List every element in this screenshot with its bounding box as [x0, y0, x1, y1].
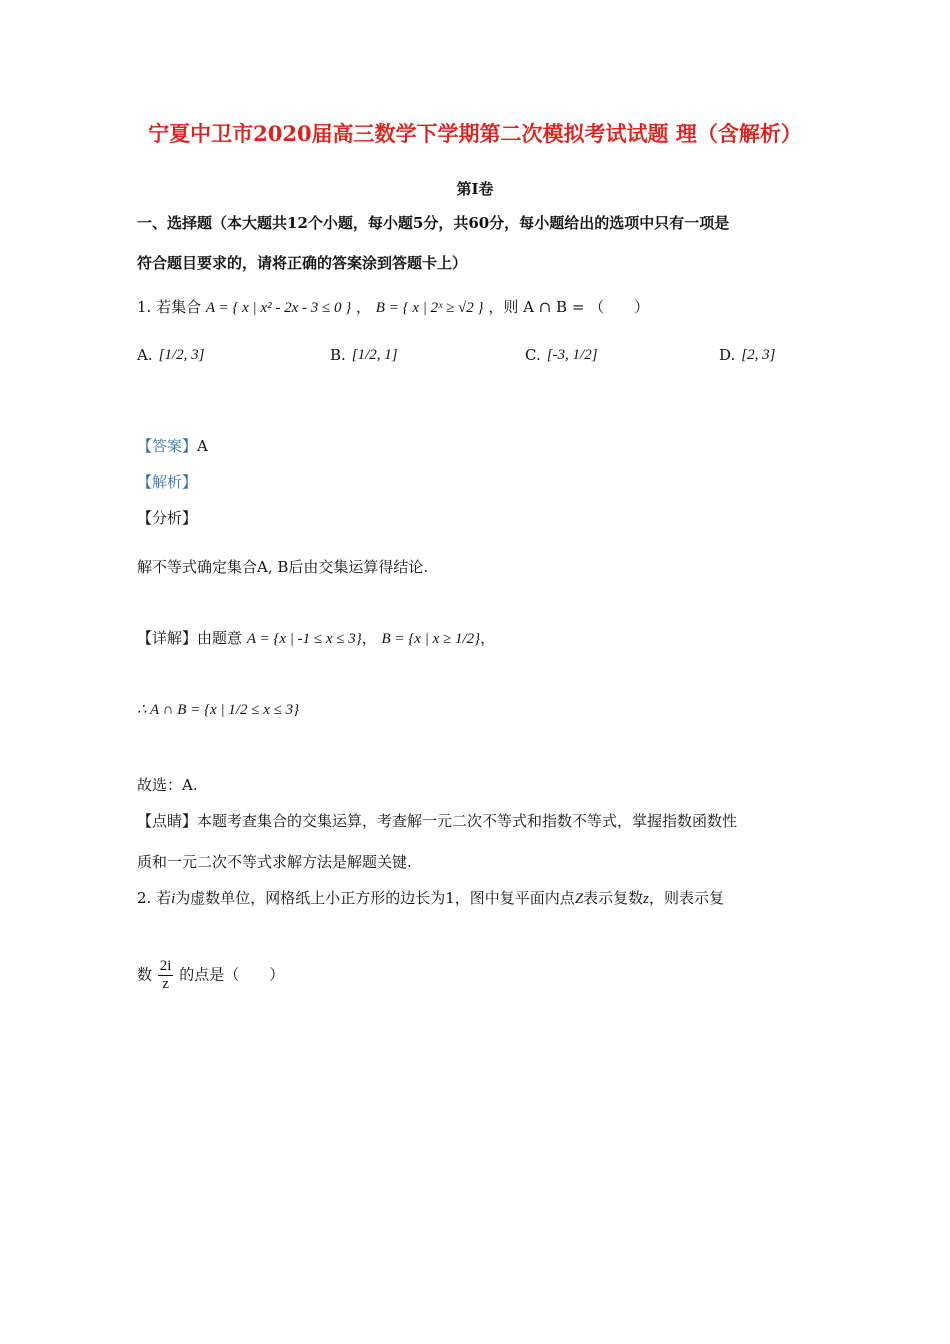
therefore-line: ∴ A ∩ B = {x | 1/2 ≤ x ≤ 3} [137, 702, 300, 718]
option-c [525, 346, 598, 364]
question-1-prefix: 1. 若集合 [137, 298, 202, 316]
fenxi-tag: 【分析】 [137, 509, 198, 527]
option-c-letter: C. [525, 346, 541, 364]
comment-text-1: 本题考查集合的交集运算，考查解一元二次不等式和指数不等式，掌握指数函数性 [197, 812, 738, 830]
answer-value: A [197, 437, 208, 455]
section-heading-line-2: 符合题目要求的，请将正确的答案涂到答题卡上） [137, 254, 468, 272]
question-2-line-2 [137, 958, 284, 993]
q2-text-e: 数 [137, 965, 153, 984]
detail-tag: 【详解】 [137, 629, 198, 647]
question-2-line-1 [137, 887, 724, 908]
q2-text-a: 2. 若 [137, 889, 172, 907]
option-a-letter: A. [137, 346, 153, 364]
point-z-symbol: Z [574, 891, 584, 907]
comment-line-2: 质和一元二次不等式求解方法是解题关键. [137, 853, 412, 871]
section-heading-line-1: 一、选择题（本大题共12个小题，每小题5分，共60分，每小题给出的选项中只有一项是 [137, 214, 730, 232]
detail-set-a: A = {x | -1 ≤ x ≤ 3} [246, 631, 362, 647]
option-b [330, 346, 398, 364]
option-b-letter: B. [330, 346, 346, 364]
detail-text: 由题意 [197, 629, 243, 647]
volume-heading: 第Ⅰ卷 [456, 180, 494, 198]
option-b-value: [1/2, 1] [351, 346, 398, 363]
set-b-definition: B = { x | 2ˣ ≥ √2 } [375, 300, 484, 316]
option-a [137, 346, 204, 364]
set-a-definition: A = { x | x² - 2x - 3 ≤ 0 } [205, 300, 352, 316]
option-c-value: [-3, 1/2] [546, 346, 598, 363]
choose-line: 故选：A. [137, 776, 198, 794]
detail-line: 【详解】由题意 A = {x | -1 ≤ x ≤ 3}， B = {x | x ≥ 1/2}， [137, 629, 496, 647]
detail-set-b: B = {x | x ≥ 1/2} [381, 631, 481, 647]
q2-text-c: 表示复数 [583, 889, 644, 907]
imaginary-unit-symbol: i [171, 891, 176, 907]
fraction-numerator: 2i [159, 958, 172, 974]
complex-z-symbol: z [643, 891, 650, 907]
document-title: 宁夏中卫市2020届高三数学下学期第二次模拟考试试题 理（含解析） [148, 121, 802, 146]
answer-line [137, 435, 208, 456]
option-d [719, 346, 775, 364]
comment-tag: 【点睛】 [137, 812, 198, 830]
question-1-ask: ，则 A ∩ B = （ ） [488, 298, 650, 316]
option-d-letter: D. [719, 346, 736, 364]
fenxi-text: 解不等式确定集合A, B后由交集运算得结论. [137, 558, 429, 576]
q2-text-f: 的点是（ ） [179, 965, 285, 984]
option-a-value: [1/2, 3] [158, 346, 205, 363]
fraction-denominator: z [162, 976, 169, 992]
answer-tag: 【答案】 [137, 437, 198, 455]
fraction-2i-over-z [158, 958, 174, 993]
q2-text-d: ，则表示复 [649, 889, 725, 907]
option-d-value: [2, 3] [741, 346, 776, 363]
comment-line-1 [137, 810, 737, 831]
separator: ， [355, 298, 371, 316]
question-1-stem [137, 296, 649, 317]
analysis-tag: 【解析】 [137, 473, 198, 491]
q2-text-b: 为虚数单位，网格纸上小正方形的边长为1，图中复平面内点 [175, 889, 575, 907]
